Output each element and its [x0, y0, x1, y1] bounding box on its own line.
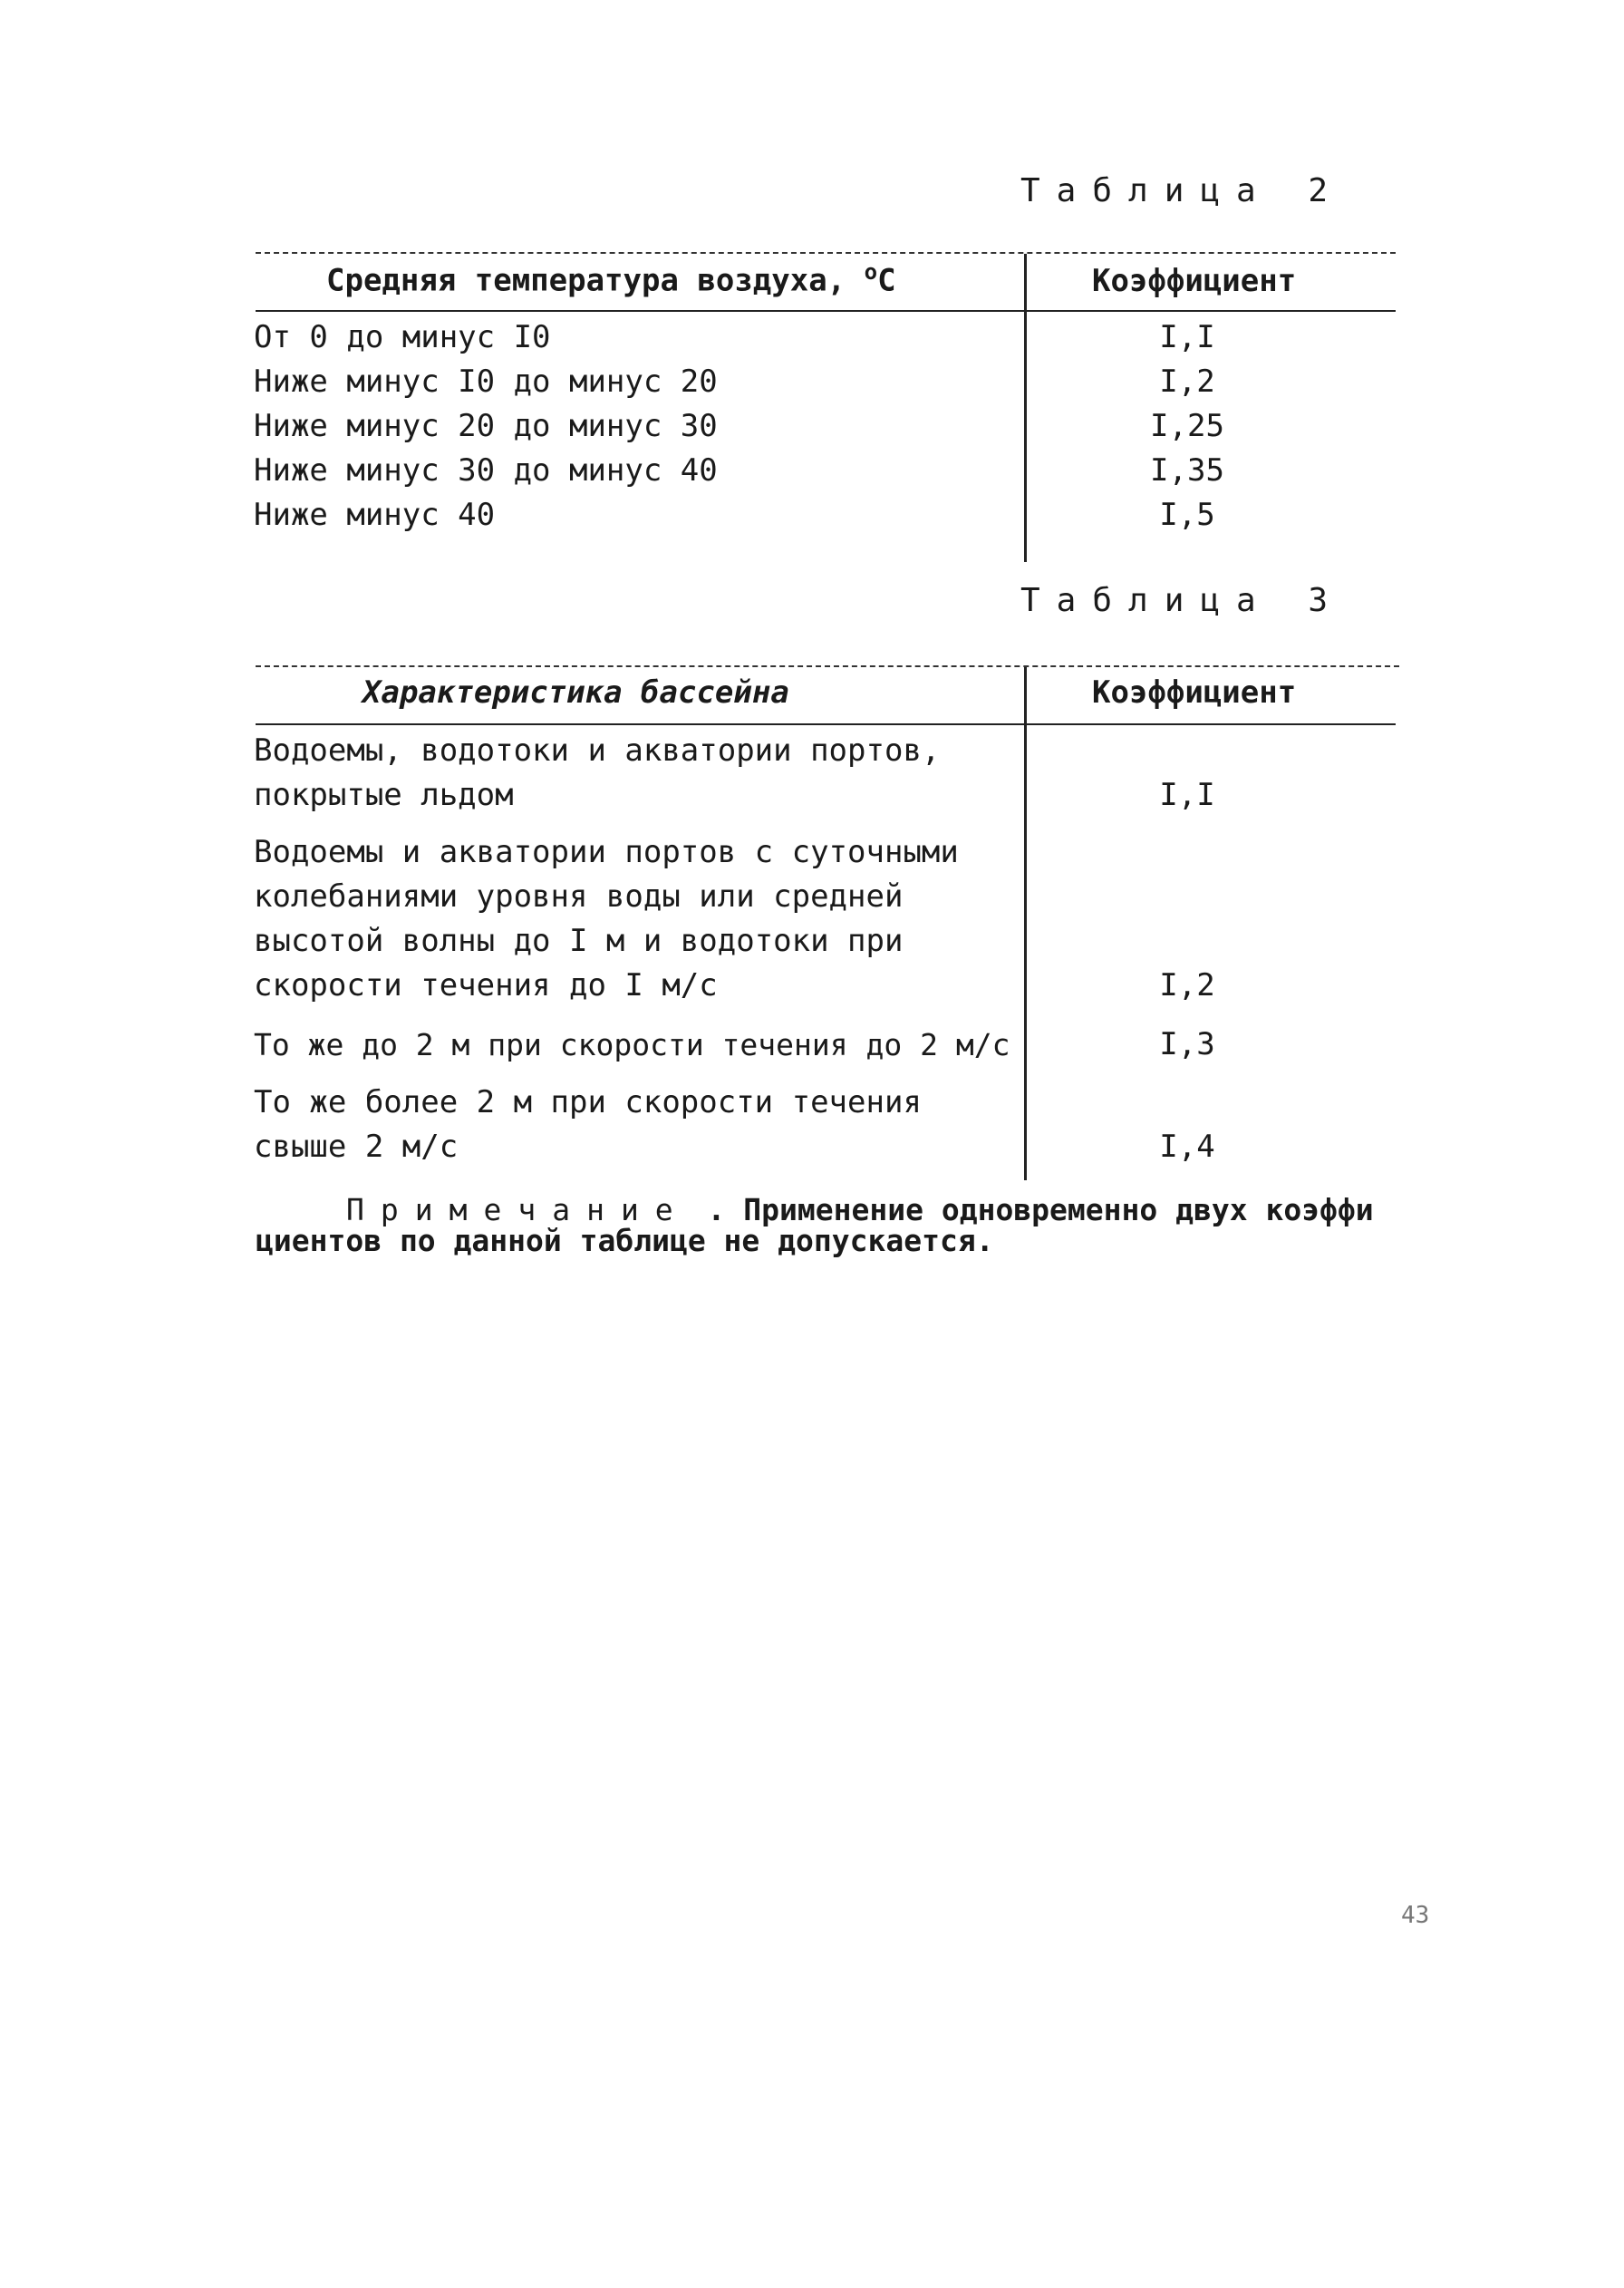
table3-top-rule	[256, 665, 1399, 667]
table3-row-text: Водоемы, водотоки и акватории портов,	[254, 732, 941, 769]
table2-row-value: I,I	[1159, 319, 1215, 355]
table3-row	[254, 729, 940, 818]
table2-row-value: I,25	[1150, 408, 1224, 444]
table3-row-text: покрытые льдом	[254, 777, 514, 813]
table2-header-degree: о	[864, 259, 878, 285]
table2-row-label: От 0 до минус I0	[254, 319, 551, 355]
table2-caption: Таблица 2	[1020, 172, 1345, 209]
table3-row-text: Водоемы и акватории портов с суточными	[254, 834, 959, 870]
note-line-1	[256, 1192, 1374, 1227]
table3-note	[256, 1192, 1374, 1258]
table2-row-value: I,35	[1150, 452, 1224, 489]
table3-row-text: высотой волны до I м и водотоки при	[254, 923, 904, 959]
table3-row	[254, 1023, 1010, 1067]
table3-row-value: I,3	[1159, 1026, 1215, 1062]
table3-row-value: I,4	[1159, 1129, 1215, 1165]
table2-header-temperature-text: Средняя температура воздуха,	[326, 262, 865, 299]
table2-row-label: Ниже минус 40	[254, 497, 496, 533]
note-line-2: циентов по данной таблице не допускается.	[256, 1223, 994, 1258]
table3-header-basin: Характеристика бассейна	[362, 674, 789, 711]
table2-body	[254, 315, 718, 538]
table3-column-divider	[1024, 667, 1027, 1180]
table2-header-unit: С	[877, 262, 896, 299]
table3-row-text: скорости течения до I м/с	[254, 967, 718, 1003]
table3-row-text: свыше 2 м/с	[254, 1129, 459, 1165]
table2-row-label: Ниже минус I0 до минус 20	[254, 364, 718, 400]
table2-row-label: Ниже минус 20 до минус 30	[254, 408, 718, 444]
table3-row-value: I,2	[1159, 967, 1215, 1003]
table2-top-rule	[256, 252, 1396, 254]
table2-header-temperature	[326, 259, 896, 298]
table3-caption: Таблица 3	[1020, 582, 1345, 619]
table3-row-text: колебаниями уровня воды или средней	[254, 878, 904, 915]
table2-header-rule	[256, 310, 1396, 312]
table3-row	[254, 830, 959, 1008]
note-text: . Применение одновременно двух коэффи	[689, 1192, 1374, 1227]
table3-row-text: То же до 2 м при скорости течения до 2 м/с	[254, 1027, 1010, 1062]
table2-header-coefficient: Коэффициент	[1092, 263, 1297, 299]
table3-header-coefficient: Коэффициент	[1092, 674, 1297, 711]
page-number: 43	[1401, 1902, 1430, 1929]
table3-row-value: I,I	[1159, 777, 1215, 813]
table2-row-value: I,2	[1159, 364, 1215, 400]
table2-row-label: Ниже минус 30 до минус 40	[254, 452, 718, 489]
table3-header-rule	[256, 723, 1396, 725]
table2-values	[1006, 315, 1368, 538]
table3-row	[254, 1081, 922, 1169]
table2-row-value: I,5	[1159, 497, 1215, 533]
note-label: Примечание	[346, 1192, 690, 1227]
table3-row-text: То же более 2 м при скорости течения	[254, 1084, 922, 1120]
